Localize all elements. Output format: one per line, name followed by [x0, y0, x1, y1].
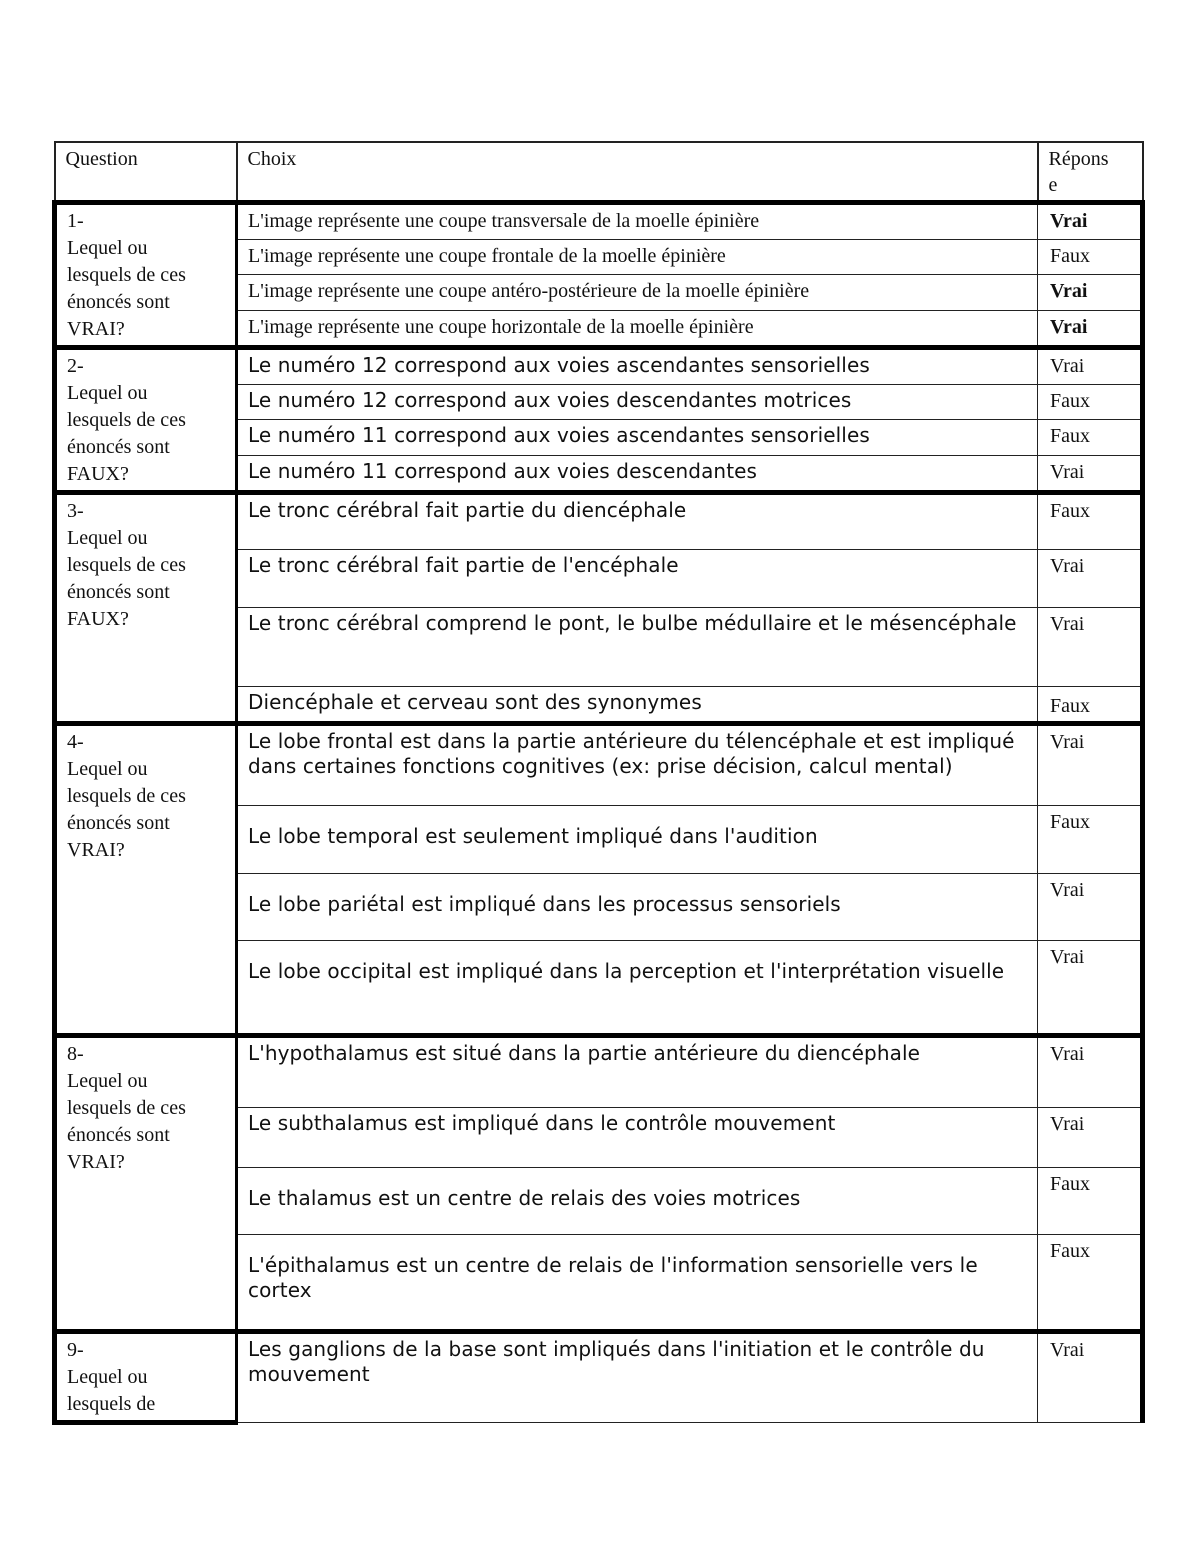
header-row — [55, 142, 1143, 203]
answer-cell: Vrai — [1038, 1108, 1143, 1168]
choice-cell: L'image représente une coupe transversale de la moelle épinière — [237, 203, 1038, 240]
question-cell — [55, 203, 237, 348]
choice-cell: Le numéro 11 correspond aux voies ascendantes sensorielles — [237, 420, 1038, 455]
answer-cell: Vrai — [1038, 874, 1143, 941]
choice-cell: Le thalamus est un centre de relais des voies motrices — [237, 1168, 1038, 1235]
answer-cell: Faux — [1038, 385, 1143, 420]
table-row — [55, 1332, 1143, 1423]
answer-cell: Vrai — [1038, 455, 1143, 492]
question-cell — [55, 1332, 237, 1423]
choice-cell: L'épithalamus est un centre de relais de l'information sensorielle vers le cortex — [237, 1235, 1038, 1332]
header-choix: Choix — [237, 142, 1038, 203]
question-number: 3- — [67, 500, 84, 522]
answer-cell: Vrai — [1038, 608, 1143, 687]
table-row — [55, 493, 1143, 550]
quiz-document — [52, 141, 1140, 1425]
question-text: Lequel ou lesquels de — [67, 1366, 156, 1415]
choice-cell: Le lobe temporal est seulement impliqué dans l'audition — [237, 806, 1038, 874]
answer-cell: Vrai — [1038, 724, 1143, 806]
question-number: 9- — [67, 1339, 84, 1361]
choice-cell: Le tronc cérébral fait partie de l'encéphale — [237, 550, 1038, 608]
question-text: Lequel ou lesquels de ces énoncés sont VRAI? — [67, 758, 186, 861]
question-number: 1- — [67, 210, 84, 232]
answer-cell: Faux — [1038, 1168, 1143, 1235]
answer-cell: Vrai — [1038, 550, 1143, 608]
answer-cell: Vrai — [1038, 203, 1143, 240]
choice-cell: Le numéro 12 correspond aux voies descendantes motrices — [237, 385, 1038, 420]
quiz-table — [52, 141, 1145, 1425]
answer-cell: Vrai — [1038, 348, 1143, 385]
choice-cell: Le subthalamus est impliqué dans le contrôle mouvement — [237, 1108, 1038, 1168]
question-cell — [55, 724, 237, 1036]
choice-cell: Diencéphale et cerveau sont des synonymes — [237, 687, 1038, 724]
question-text: Lequel ou lesquels de ces énoncés sont FAUX? — [67, 382, 186, 485]
choice-cell: Le tronc cérébral fait partie du diencéphale — [237, 493, 1038, 550]
table-row — [55, 348, 1143, 385]
header-question: Question — [55, 142, 237, 203]
answer-cell: Vrai — [1038, 941, 1143, 1036]
choice-cell: Le lobe pariétal est impliqué dans les processus sensoriels — [237, 874, 1038, 941]
table-row — [55, 203, 1143, 240]
table-row — [55, 1036, 1143, 1108]
answer-cell: Faux — [1038, 806, 1143, 874]
choice-cell: L'hypothalamus est situé dans la partie antérieure du diencéphale — [237, 1036, 1038, 1108]
answer-cell: Faux — [1038, 493, 1143, 550]
answer-cell: Faux — [1038, 1235, 1143, 1332]
choice-cell: Le lobe frontal est dans la partie antérieure du télencéphale et est impliqué dans certaines fonctions cognitives (ex: prise décision, calcul mental) — [237, 724, 1038, 806]
question-cell — [55, 348, 237, 493]
answer-cell: Vrai — [1038, 1036, 1143, 1108]
question-text: Lequel ou lesquels de ces énoncés sont FAUX? — [67, 527, 186, 630]
answer-cell: Faux — [1038, 240, 1143, 275]
answer-cell: Vrai — [1038, 1332, 1143, 1423]
question-text: Lequel ou lesquels de ces énoncés sont VRAI? — [67, 1070, 186, 1173]
choice-cell: L'image représente une coupe horizontale de la moelle épinière — [237, 310, 1038, 347]
answer-cell: Vrai — [1038, 310, 1143, 347]
question-number: 2- — [67, 355, 84, 377]
choice-cell: Le lobe occipital est impliqué dans la perception et l'interprétation visuelle — [237, 941, 1038, 1036]
choice-cell: Le numéro 11 correspond aux voies descendantes — [237, 455, 1038, 492]
choice-cell: Le numéro 12 correspond aux voies ascendantes sensorielles — [237, 348, 1038, 385]
question-number: 4- — [67, 731, 84, 753]
choice-cell: Le tronc cérébral comprend le pont, le bulbe médullaire et le mésencéphale — [237, 608, 1038, 687]
choice-cell: Les ganglions de la base sont impliqués dans l'initiation et le contrôle du mouvement — [237, 1332, 1038, 1423]
choice-cell: L'image représente une coupe antéro-postérieure de la moelle épinière — [237, 275, 1038, 310]
answer-cell: Vrai — [1038, 275, 1143, 310]
question-cell — [55, 493, 237, 724]
choice-cell: L'image représente une coupe frontale de la moelle épinière — [237, 240, 1038, 275]
question-text: Lequel ou lesquels de ces énoncés sont VRAI? — [67, 237, 186, 340]
question-cell — [55, 1036, 237, 1332]
answer-cell: Faux — [1038, 420, 1143, 455]
table-row — [55, 724, 1143, 806]
question-number: 8- — [67, 1043, 84, 1065]
answer-cell: Faux — [1038, 687, 1143, 724]
header-reponse: Répons e — [1038, 142, 1143, 203]
